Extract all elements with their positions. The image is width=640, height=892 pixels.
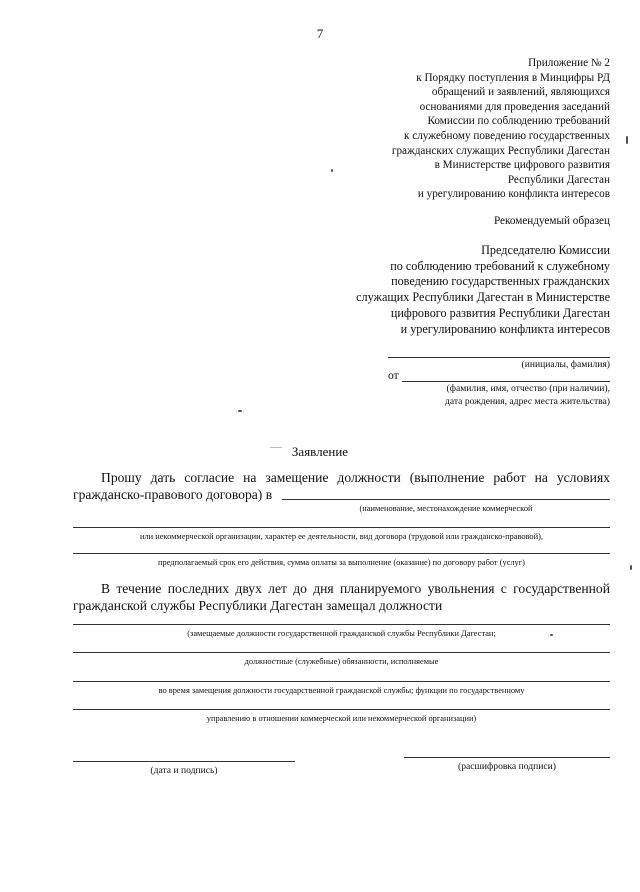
appendix-line: обращений и заявлений, являющихся <box>431 86 610 99</box>
scan-speck <box>626 136 628 144</box>
org-field-line[interactable] <box>282 499 610 500</box>
addressee-line: и урегулированию конфликта интересов <box>400 321 610 336</box>
scan-speck <box>331 169 333 172</box>
scan-speck <box>550 634 553 636</box>
addressee-line: Председателю Комиссии <box>481 243 610 257</box>
scan-speck <box>630 565 632 570</box>
org-caption-2: или некоммерческой организации, характер ее деятельности, вид договора (трудовой или гражданско-правовой), <box>139 532 543 541</box>
org-field-line-3[interactable] <box>73 553 610 554</box>
initials-caption: (инициалы, фамилия) <box>521 359 610 370</box>
position-field-line-2[interactable] <box>73 652 610 653</box>
appendix-line: к служебному поведению государственных <box>404 129 610 142</box>
appendix-line: Приложение № 2 <box>528 57 610 69</box>
position-field-line-3[interactable] <box>73 681 610 682</box>
appendix-line: Республики Дагестан <box>507 173 610 186</box>
date-signature-line[interactable] <box>73 761 295 762</box>
from-field-line[interactable] <box>402 381 610 382</box>
position-field-line-1[interactable] <box>73 624 610 625</box>
request-paragraph: Прошу дать согласие на замещение должности (выполнение работ на условиях гражданско-правового договора) в <box>73 470 610 502</box>
org-caption-1: (наименование, местонахождение коммерческой <box>359 504 533 513</box>
signature-decoding-line[interactable] <box>404 757 610 758</box>
position-caption-2: должностные (служебные) обязанности, исполняемые <box>244 657 439 666</box>
appendix-line: Комиссии по соблюдению требований <box>427 115 610 128</box>
appendix-line: гражданских служащих Республики Дагестан <box>391 144 610 157</box>
position-field-line-4[interactable] <box>73 709 610 710</box>
addressee-line: цифрового развития Республики Дагестан <box>390 305 610 320</box>
addressee-block <box>290 243 610 337</box>
scan-speck <box>270 447 282 448</box>
appendix-line: в Министерстве цифрового развития <box>434 159 610 172</box>
scan-speck <box>238 410 242 412</box>
date-signature-caption: (дата и подпись) <box>150 765 218 776</box>
position-caption-3: во время замещения должности государственной гражданской службы; функции по государственному <box>158 686 525 695</box>
appendix-line: к Порядку поступления в Минцифры РД <box>416 71 610 84</box>
from-caption-2: дата рождения, адрес места жительства) <box>444 396 610 407</box>
addressee-line: служащих Республики Дагестан в Министерстве <box>356 290 610 305</box>
signature-decoding-caption: (расшифровка подписи) <box>458 761 556 772</box>
org-field-line-2[interactable] <box>73 527 610 528</box>
page-number: 7 <box>316 26 324 41</box>
appendix-line: и урегулированию конфликта интересов <box>417 188 610 201</box>
org-caption-3: предполагаемый срок его действия, сумма оплаты за выполнение (оказание) по договору работ (услуг) <box>158 558 525 567</box>
addressee-line: поведению государственных гражданских <box>391 274 610 289</box>
appendix-header <box>310 56 610 202</box>
position-caption-4: управлению в отношении коммерческой или некоммерческой организации) <box>206 714 477 723</box>
statement-title: Заявление <box>291 444 349 459</box>
initials-field-line[interactable] <box>388 357 610 358</box>
from-caption-1: (фамилия, имя, отчество (при наличии), <box>446 383 610 394</box>
position-caption-1: (замещаемые должности государственной гражданской службы Республики Дагестан; <box>187 629 496 638</box>
from-label: от <box>388 370 399 382</box>
sample-label: Рекомендуемый образец <box>493 215 610 227</box>
appendix-line: основаниями для проведения заседаний <box>419 100 610 113</box>
addressee-line: по соблюдению требований к служебному <box>390 258 610 273</box>
period-paragraph: В течение последних двух лет до дня планируемого увольнения с государственной гражданской службы Республики Дагестан замещал должности <box>73 581 610 613</box>
